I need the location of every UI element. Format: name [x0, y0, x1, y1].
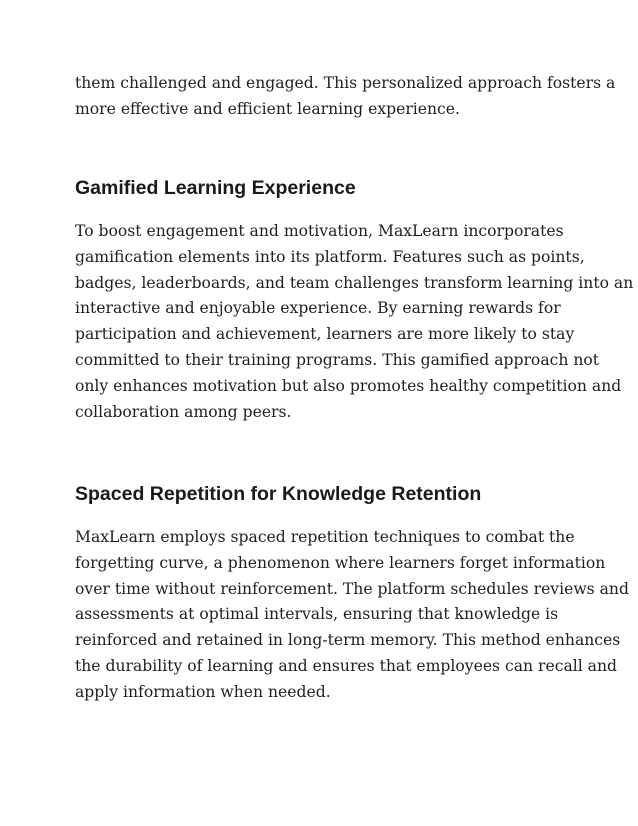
paragraph-line: gamification elements into its platform. Features such as points, [75, 247, 585, 266]
paragraph-line: To boost engagement and motivation, MaxLearn incorporates [75, 222, 564, 240]
paragraph-line: committed to their training programs. This gamified approach not [75, 350, 600, 369]
paragraph-line: only enhances motivation but also promotes healthy competition and [75, 376, 622, 395]
paragraph-line: them challenged and engaged. This personalized approach fosters a [75, 74, 616, 92]
paragraph-line: more effective and efficient learning experience. [75, 99, 460, 118]
section-heading-spaced-repetition: Spaced Repetition for Knowledge Retention [75, 483, 482, 505]
intro-paragraph [75, 71, 616, 123]
paragraph-line: collaboration among peers. [75, 402, 292, 421]
paragraph-line: badges, leaderboards, and team challenges transform learning into an [75, 273, 634, 292]
paragraph-line: over time without reinforcement. The platform schedules reviews and [75, 579, 629, 598]
paragraph-line: MaxLearn employs spaced repetition techniques to combat the [75, 528, 575, 546]
paragraph-line: the durability of learning and ensures that employees can recall and [75, 656, 618, 675]
gamified-learning-paragraph [75, 219, 634, 425]
paragraph-line: assessments at optimal intervals, ensuring that knowledge is [75, 605, 559, 624]
section-heading-gamified-learning: Gamified Learning Experience [75, 177, 356, 199]
paragraph-line: reinforced and retained in long-term memory. This method enhances [75, 631, 621, 650]
paragraph-line: apply information when needed. [75, 682, 331, 701]
paragraph-line: interactive and enjoyable experience. By earning rewards for [75, 299, 561, 318]
spaced-repetition-paragraph [75, 525, 629, 706]
paragraph-line: participation and achievement, learners are more likely to stay [75, 325, 575, 344]
paragraph-line: forgetting curve, a phenomenon where learners forget information [75, 553, 606, 572]
